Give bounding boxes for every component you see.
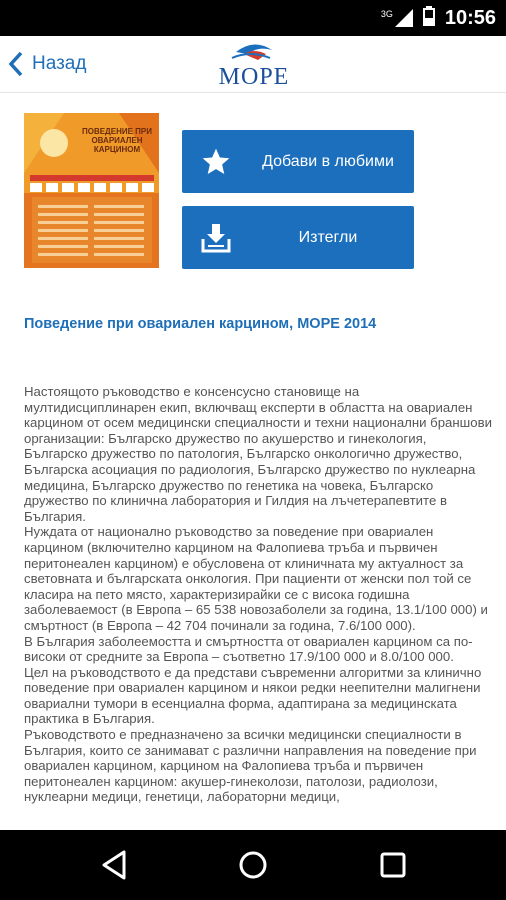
signal-icon: 3G — [381, 9, 413, 27]
article-paragraph: В България заболеемостта и смъртността от овариален карцином са по-високи от средните за Европа – съответно 17.9/100 000 и 8.0/100 000. — [24, 633, 473, 665]
article-paragraph: Настоящото ръководство е консенсусно становище на мултидисциплинарен екип, включващ експерти в областта на овариален карцином от осем медицински специалности и техни национални браншови организации: Българско дружество по акушерство и гинекология, Българско дружество по патология, Българско онкологично дружество, Българска асоциация по радиология, Българско дружество по нуклеарна медицина, Българско дружество по генетика на човека, Българско дружество по клинична лаборатория и Гилдия на лъчетерапевтите в България. — [24, 384, 492, 524]
clock: 10:56 — [444, 6, 496, 29]
cover-title-line: ПОВЕДЕНИЕ ПРИ — [81, 127, 153, 136]
star-icon — [200, 146, 232, 178]
article-paragraph: Цел на ръководството е да представи съвременни алгоритми за клинично поведение при овариален карцином и някои редки неепителни малигнени овариални тумори в есенциална форма, адаптирана за медицинската практика в България. — [24, 664, 482, 727]
more-logo — [214, 40, 294, 90]
add-to-favorites-label: Добави в любими — [262, 152, 394, 170]
cover-title-line: КАРЦИНОМ — [93, 145, 141, 154]
navigation-bar — [0, 830, 506, 900]
back-button[interactable] — [8, 48, 86, 80]
download-icon — [200, 222, 232, 254]
back-label: Назад — [32, 53, 87, 74]
logo-text: МОРЕ — [218, 64, 290, 90]
status-bar — [0, 0, 506, 36]
document-cover-image[interactable] — [24, 113, 159, 268]
recent-apps-square-icon[interactable] — [376, 848, 410, 882]
app-bar — [0, 36, 506, 93]
download-button[interactable] — [182, 206, 414, 269]
chevron-left-icon — [8, 51, 24, 77]
article-title: Поведение при овариален карцином, МОРЕ 2014 — [24, 316, 377, 332]
download-label: Изтегли — [298, 228, 358, 246]
battery-icon — [423, 6, 435, 31]
article-paragraph: Ръководството е предназначено за всички медицински специалности в България, които се занимават с различни направления на поведение при овариален карцином, карцином на Фалопиева тръба и първичен перитонеален карцином: акушер-гинеколози, патолози, радиолози, нуклеарни медици, генетици, лабораторни медици, — [24, 727, 477, 805]
add-to-favorites-button[interactable] — [182, 130, 414, 193]
home-circle-icon[interactable] — [236, 848, 270, 882]
article-body — [24, 384, 492, 830]
article-paragraph: Нуждата от национално ръководство за поведение при овариален карцином (включително карцином на Фалопиева тръба и първичен перитонеален карцином) е обусловена от клиничната му актуалност за световната и българската онкология. При пациенти от женски пол той се класира на пето място, характеризирайки се с висока годишна заболеваемост (в Европа – 65 538 новозаболели за година, 13.1/100 000) и смъртност (в Европа – 42 704 починали за година, 7.6/100 000). — [24, 524, 488, 633]
cover-title-line: ОВАРИАЛЕН — [91, 136, 143, 145]
back-triangle-icon[interactable] — [98, 848, 132, 882]
